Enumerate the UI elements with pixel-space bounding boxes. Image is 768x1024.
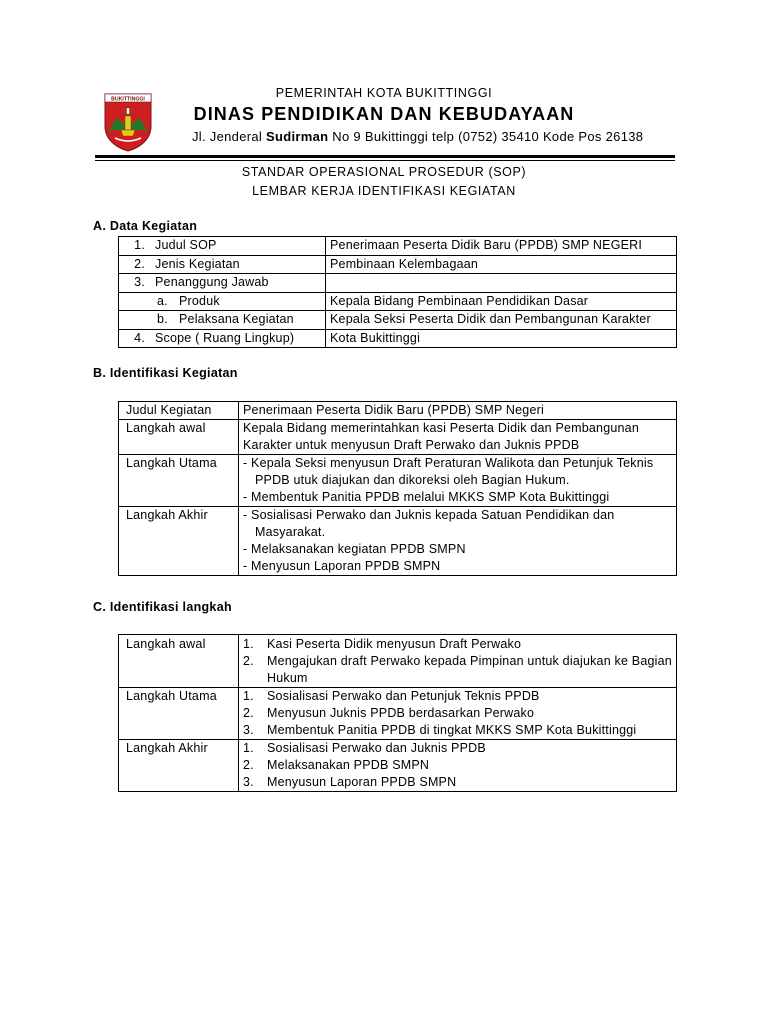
table-row bbox=[119, 455, 677, 507]
table-cell-value: Penerimaan Peserta Didik Baru (PPDB) SMP NEGERI bbox=[326, 237, 677, 256]
table-cell-label bbox=[119, 311, 326, 330]
section-a-heading: A. Data Kegiatan bbox=[93, 219, 198, 233]
cell-line: Kepala Bidang memerintahkan kasi Peserta Didik dan Pembangunan Karakter untuk menyusun Draft Perwako dan Juknis PPDB bbox=[243, 421, 639, 452]
table-cell-label bbox=[119, 292, 326, 311]
row-label: Scope ( Ruang Lingkup) bbox=[155, 330, 295, 345]
address-street: Sudirman bbox=[266, 129, 329, 144]
identifikasi-langkah-table bbox=[118, 634, 677, 792]
cell-line: - Kepala Seksi menyusun Draft Peraturan Walikota dan Petunjuk Teknis PPDB utuk diajukan dan dikoreksi oleh Bagian Hukum. bbox=[243, 456, 654, 487]
identifikasi-kegiatan-table bbox=[118, 401, 677, 576]
table-cell-label: Judul Kegiatan bbox=[119, 402, 239, 420]
row-label: Jenis Kegiatan bbox=[155, 256, 240, 271]
table-cell-value bbox=[239, 455, 677, 507]
table-cell-label bbox=[119, 237, 326, 256]
table-row bbox=[119, 255, 677, 274]
row-number: 1. bbox=[134, 238, 145, 252]
table-cell-value bbox=[239, 420, 677, 455]
table-cell-label: Langkah Akhir bbox=[119, 740, 239, 792]
table-cell-label: Langkah awal bbox=[119, 635, 239, 688]
row-label: Pelaksana Kegiatan bbox=[179, 312, 294, 326]
list-item: 2. Melaksanakan PPDB SMPN bbox=[243, 758, 430, 772]
row-number: 4. bbox=[134, 330, 145, 345]
table-cell-value: Kota Bukittinggi bbox=[326, 329, 677, 348]
table-cell-label: Langkah awal bbox=[119, 420, 239, 455]
table-row bbox=[119, 507, 677, 576]
cell-line: - Melaksanakan kegiatan PPDB SMPN bbox=[243, 542, 466, 556]
list-item: 3. Membentuk Panitia PPDB di tingkat MKKS SMP Kota Bukittinggi bbox=[243, 723, 637, 737]
table-cell-label: Langkah Utama bbox=[119, 455, 239, 507]
table-cell-value bbox=[239, 688, 677, 740]
cell-line: - Membentuk Panitia PPDB melalui MKKS SMP Kota Bukittinggi bbox=[243, 490, 610, 504]
list-item: 1. Kasi Peserta Didik menyusun Draft Perwako bbox=[243, 637, 522, 651]
row-label: Produk bbox=[179, 293, 220, 308]
table-row bbox=[119, 420, 677, 455]
section-b-heading: B. Identifikasi Kegiatan bbox=[93, 366, 238, 380]
list-item: 1. Sosialisasi Perwako dan Petunjuk Teknis PPDB bbox=[243, 689, 540, 703]
document-title: STANDAR OPERASIONAL PROSEDUR (SOP) bbox=[241, 165, 527, 179]
document-subtitle: LEMBAR KERJA IDENTIFIKASI KEGIATAN bbox=[252, 184, 516, 198]
address-suffix: No 9 Bukittinggi telp (0752) 35410 Kode Pos 26138 bbox=[328, 129, 644, 144]
row-letter: a. bbox=[157, 293, 168, 308]
government-name: PEMERINTAH KOTA BUKITTINGGI bbox=[275, 86, 493, 100]
table-cell-label bbox=[119, 274, 326, 293]
row-number: 3. bbox=[134, 275, 145, 289]
table-row bbox=[119, 635, 677, 688]
row-label: Penanggung Jawab bbox=[155, 275, 269, 289]
table-cell-label bbox=[119, 329, 326, 348]
header-divider-thin bbox=[95, 160, 675, 161]
header-divider-thick bbox=[95, 155, 675, 158]
table-cell-value bbox=[239, 402, 677, 420]
table-row bbox=[119, 292, 677, 311]
list-item: 1. Sosialisasi Perwako dan Juknis PPDB bbox=[243, 741, 486, 755]
row-label: Judul SOP bbox=[155, 238, 217, 252]
section-c-heading: C. Identifikasi langkah bbox=[93, 600, 232, 614]
table-cell-value: Pembinaan Kelembagaan bbox=[326, 255, 677, 274]
table-cell-label: Langkah Akhir bbox=[119, 507, 239, 576]
table-row bbox=[119, 329, 677, 348]
table-row bbox=[119, 740, 677, 792]
list-item: 3. Menyusun Laporan PPDB SMPN bbox=[243, 775, 457, 789]
table-cell-label: Langkah Utama bbox=[119, 688, 239, 740]
table-cell-value bbox=[326, 274, 677, 293]
table-row bbox=[119, 311, 677, 330]
table-row bbox=[119, 688, 677, 740]
address-prefix: Jl. Jenderal bbox=[192, 129, 266, 144]
agency-address bbox=[192, 129, 643, 144]
agency-name: DINAS PENDIDIKAN DAN KEBUDAYAAN bbox=[193, 104, 575, 124]
cell-line: - Sosialisasi Perwako dan Juknis kepada Satuan Pendidikan dan Masyarakat. bbox=[243, 508, 615, 539]
table-cell-value bbox=[239, 740, 677, 792]
svg-text:BUKITTINGGI: BUKITTINGGI bbox=[111, 96, 145, 103]
data-kegiatan-table bbox=[118, 236, 677, 348]
table-cell-value: Kepala Seksi Peserta Didik dan Pembangunan Karakter bbox=[326, 311, 677, 330]
cell-line: Penerimaan Peserta Didik Baru (PPDB) SMP Negeri bbox=[243, 403, 544, 417]
list-item: 2. Menyusun Juknis PPDB berdasarkan Perwako bbox=[243, 706, 535, 720]
list-item: 2. Mengajukan draft Perwako kepada Pimpinan untuk diajukan ke Bagian Hukum bbox=[243, 654, 672, 685]
table-cell-value bbox=[239, 507, 677, 576]
table-row bbox=[119, 274, 677, 293]
table-row bbox=[119, 237, 677, 256]
table-cell-label bbox=[119, 255, 326, 274]
row-number: 2. bbox=[134, 256, 145, 271]
cell-line: - Menyusun Laporan PPDB SMPN bbox=[243, 559, 441, 573]
table-cell-value: Kepala Bidang Pembinaan Pendidikan Dasar bbox=[326, 292, 677, 311]
table-cell-value bbox=[239, 635, 677, 688]
table-row bbox=[119, 402, 677, 420]
row-letter: b. bbox=[157, 312, 168, 326]
